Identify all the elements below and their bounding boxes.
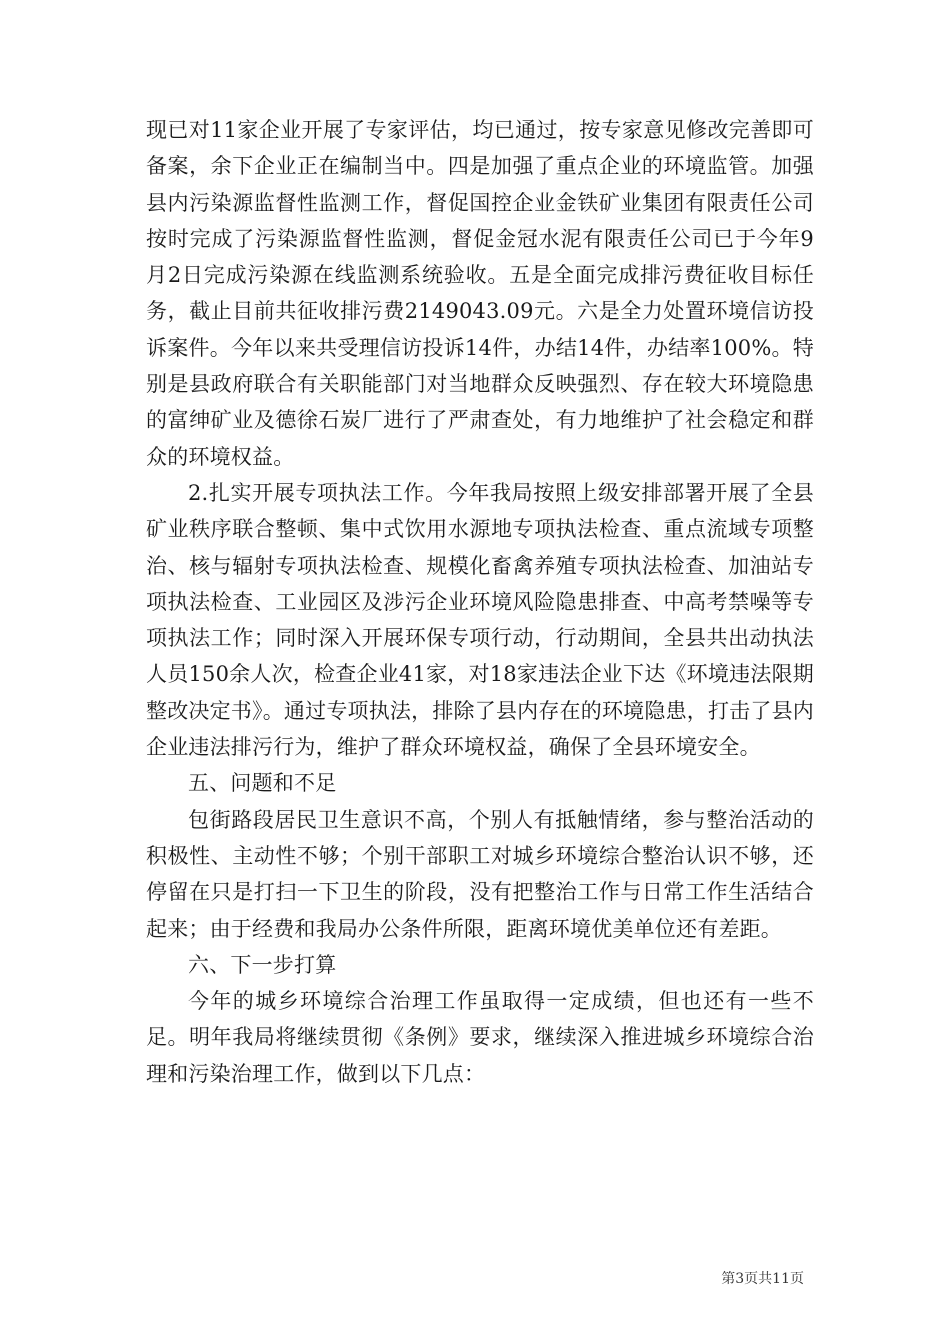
paragraph-problems: 包街路段居民卫生意识不高，个别人有抵触情绪，参与整治活动的积极性、主动性不够；个别干部职工对城乡环境综合整治认识不够，还停留在只是打扫一下卫生的阶段，没有把整治工作与日常工作生活结合起来；由于经费和我局办公条件所限，距离环境优美单位还有差距。 xyxy=(146,807,814,941)
paragraph-continuation: 现已对11家企业开展了专家评估，均已通过，按专家意见修改完善即可备案，余下企业正在编制当中。四是加强了重点企业的环境监管。加强县内污染源监督性监测工作，督促国控企业金铁矿业集团有限责任公司按时完成了污染源监督性监测，督促金冠水泥有限责任公司已于今年9月2日完成污染源在线监测系统验收。五是全面完成排污费征收目标任务，截止目前共征收排污费2149043.09元。六是全力处置环境信访投诉案件。今年以来共受理信访投诉14件，办结14件，办结率100%。特别是县政府联合有关职能部门对当地群众反映强烈、存在较大环境隐患的富绅矿业及德徐石炭厂进行了严肃查处，有力地维护了社会稳定和群众的环境权益。 xyxy=(146,118,814,469)
paragraph-special-enforcement: 2.扎实开展专项执法工作。今年我局按照上级安排部署开展了全县矿业秩序联合整顿、集中式饮用水源地专项执法检查、重点流域专项整治、核与辐射专项执法检查、规模化畜禽养殖专项执法检查、加油站专项执法检查、工业园区及涉污企业环境风险隐患排查、中高考禁噪等专项执法工作；同时深入开展环保专项行动，行动期间，全县共出动执法人员150余人次，检查企业41家，对18家违法企业下达《环境违法限期整改决定书》。通过专项执法，排除了县内存在的环境隐患，打击了县内企业违法排污行为，维护了群众环境权益，确保了全县环境安全。 xyxy=(146,480,814,760)
paragraph-next-steps: 今年的城乡环境综合治理工作虽取得一定成绩，但也还有一些不足。明年我局将继续贯彻《条例》要求，继续深入推进城乡环境综合治理和污染治理工作，做到以下几点： xyxy=(146,989,814,1086)
page-number: 第3页共11页 xyxy=(721,1271,804,1287)
section-heading-next-steps: 六、下一步打算 xyxy=(188,952,337,977)
section-heading-problems: 五、问题和不足 xyxy=(188,771,337,796)
document-body xyxy=(146,112,814,1092)
